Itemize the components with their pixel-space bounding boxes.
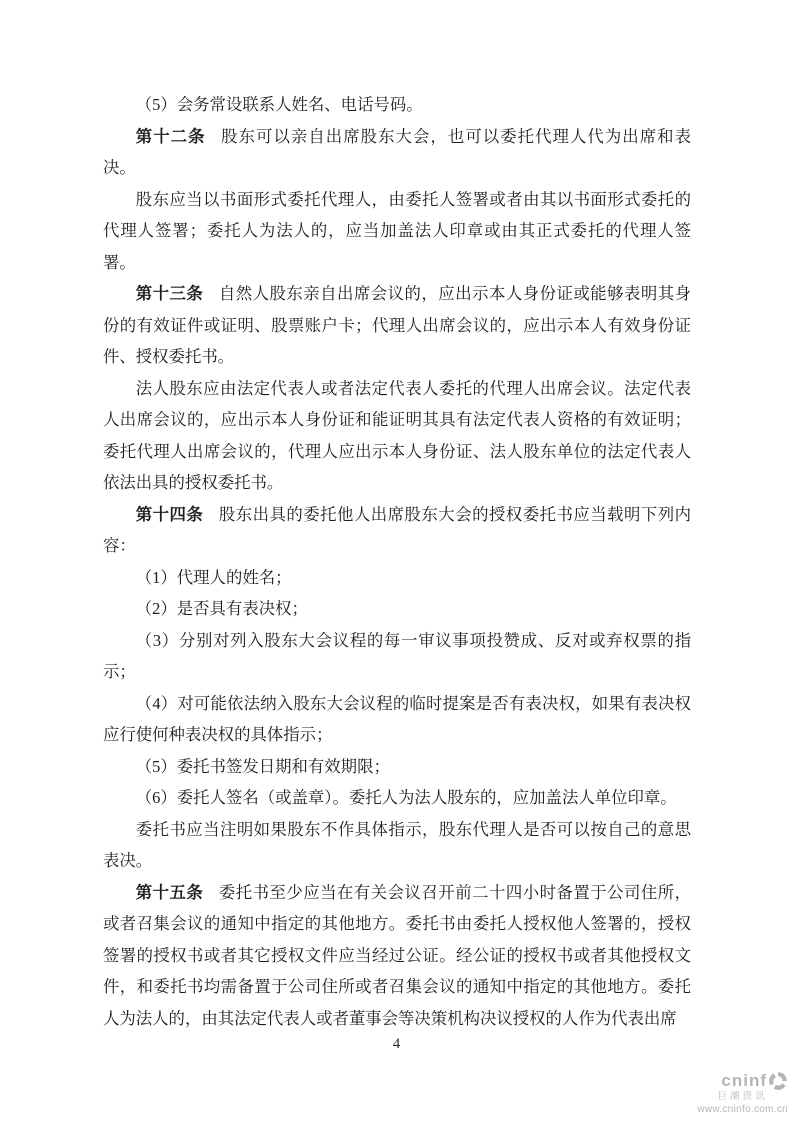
- logo-url: www.cninfo.com.cn: [697, 1103, 788, 1115]
- paragraph: [103, 499, 691, 562]
- cninfo-logo: [697, 1071, 788, 1115]
- cninfo-swirl-icon: [768, 1071, 788, 1091]
- paragraph-text: （2）是否具有表决权；: [135, 599, 308, 618]
- paragraph: [103, 278, 691, 373]
- paragraph: [103, 814, 691, 877]
- article-number: 第十五条: [135, 882, 204, 902]
- paragraph-text: （5）委托书签发日期和有效期限；: [135, 756, 390, 776]
- paragraph-text: 自然人股东亲自出席会议的，应出示本人身份证或能够表明其身份的有效证件或证明、股票账户卡；代理人出席会议的，应出示本人有效身份证件、授权委托书。: [103, 284, 691, 366]
- page-number: 4: [392, 1036, 401, 1052]
- paragraph: [103, 373, 691, 499]
- paragraph: [103, 184, 691, 279]
- paragraph-text: （4）对可能依法纳入股东大会议程的临时提案是否有表决权，如果有表决权应行使何种表决权的具体指示；: [103, 693, 691, 744]
- paragraph: [103, 751, 691, 783]
- paragraph-text: （5）会务常设联系人姓名、电话号码。: [135, 95, 423, 114]
- logo-chinese-name: 巨潮资讯: [717, 1090, 768, 1102]
- article-number: 第十四条: [135, 504, 204, 524]
- paragraph: [103, 782, 691, 814]
- logo-brand-row: [697, 1071, 788, 1091]
- document-body: [103, 89, 691, 1034]
- logo-brand-text: cninf: [721, 1070, 767, 1090]
- paragraph-text: （6）委托人签名（或盖章）。委托人为法人股东的，应加盖法人单位印章。: [135, 788, 677, 807]
- paragraph-text: （3）分别对列入股东大会议程的每一审议事项投赞成、反对或弃权票的指示；: [103, 630, 691, 681]
- paragraph: [103, 625, 691, 688]
- paragraph: [103, 121, 691, 184]
- paragraph-text: （1）代理人的姓名；: [135, 567, 292, 587]
- article-number: 第十二条: [135, 126, 206, 146]
- paragraph: [103, 562, 691, 594]
- paragraph-text: 委托书应当注明如果股东不作具体指示，股东代理人是否可以按自己的意思表决。: [103, 819, 691, 870]
- paragraph: [103, 89, 691, 121]
- paragraph-text: 股东应当以书面形式委托代理人，由委托人签署或者由其以书面形式委托的代理人签署；委托人为法人的，应当加盖法人印章或由其正式委托的代理人签署。: [103, 189, 691, 272]
- article-number: 第十三条: [135, 284, 204, 303]
- paragraph-text: 法人股东应由法定代表人或者法定代表人委托的代理人出席会议。法定代表人出席会议的，应出示本人身份证和能证明其具有法定代表人资格的有效证明；委托代理人出席会议的，代理人应出示本人身份证、法人股东单位的法定代表人依法出具的授权委托书。: [103, 378, 691, 492]
- paragraph-text: 委托书至少应当在有关会议召开前二十四小时备置于公司住所，或者召集会议的通知中指定的其他地方。委托书由委托人授权他人签署的，授权签署的授权书或者其它授权文件应当经过公证。经公证的授权书或者其他授权文件，和委托书均需备置于公司住所或者召集会议的通知中指定的其他地方。委托人为法人的，由其法定代表人或者董事会等决策机构决议授权的人作为代表出席: [103, 882, 691, 1028]
- paragraph-text: 股东出具的委托他人出席股东大会的授权委托书应当载明下列内容：: [103, 504, 691, 555]
- paragraph-text: 股东可以亲自出席股东大会，也可以委托代理人代为出席和表决。: [103, 126, 691, 177]
- paragraph: [103, 593, 691, 625]
- paragraph: [103, 877, 691, 1035]
- paragraph: [103, 688, 691, 751]
